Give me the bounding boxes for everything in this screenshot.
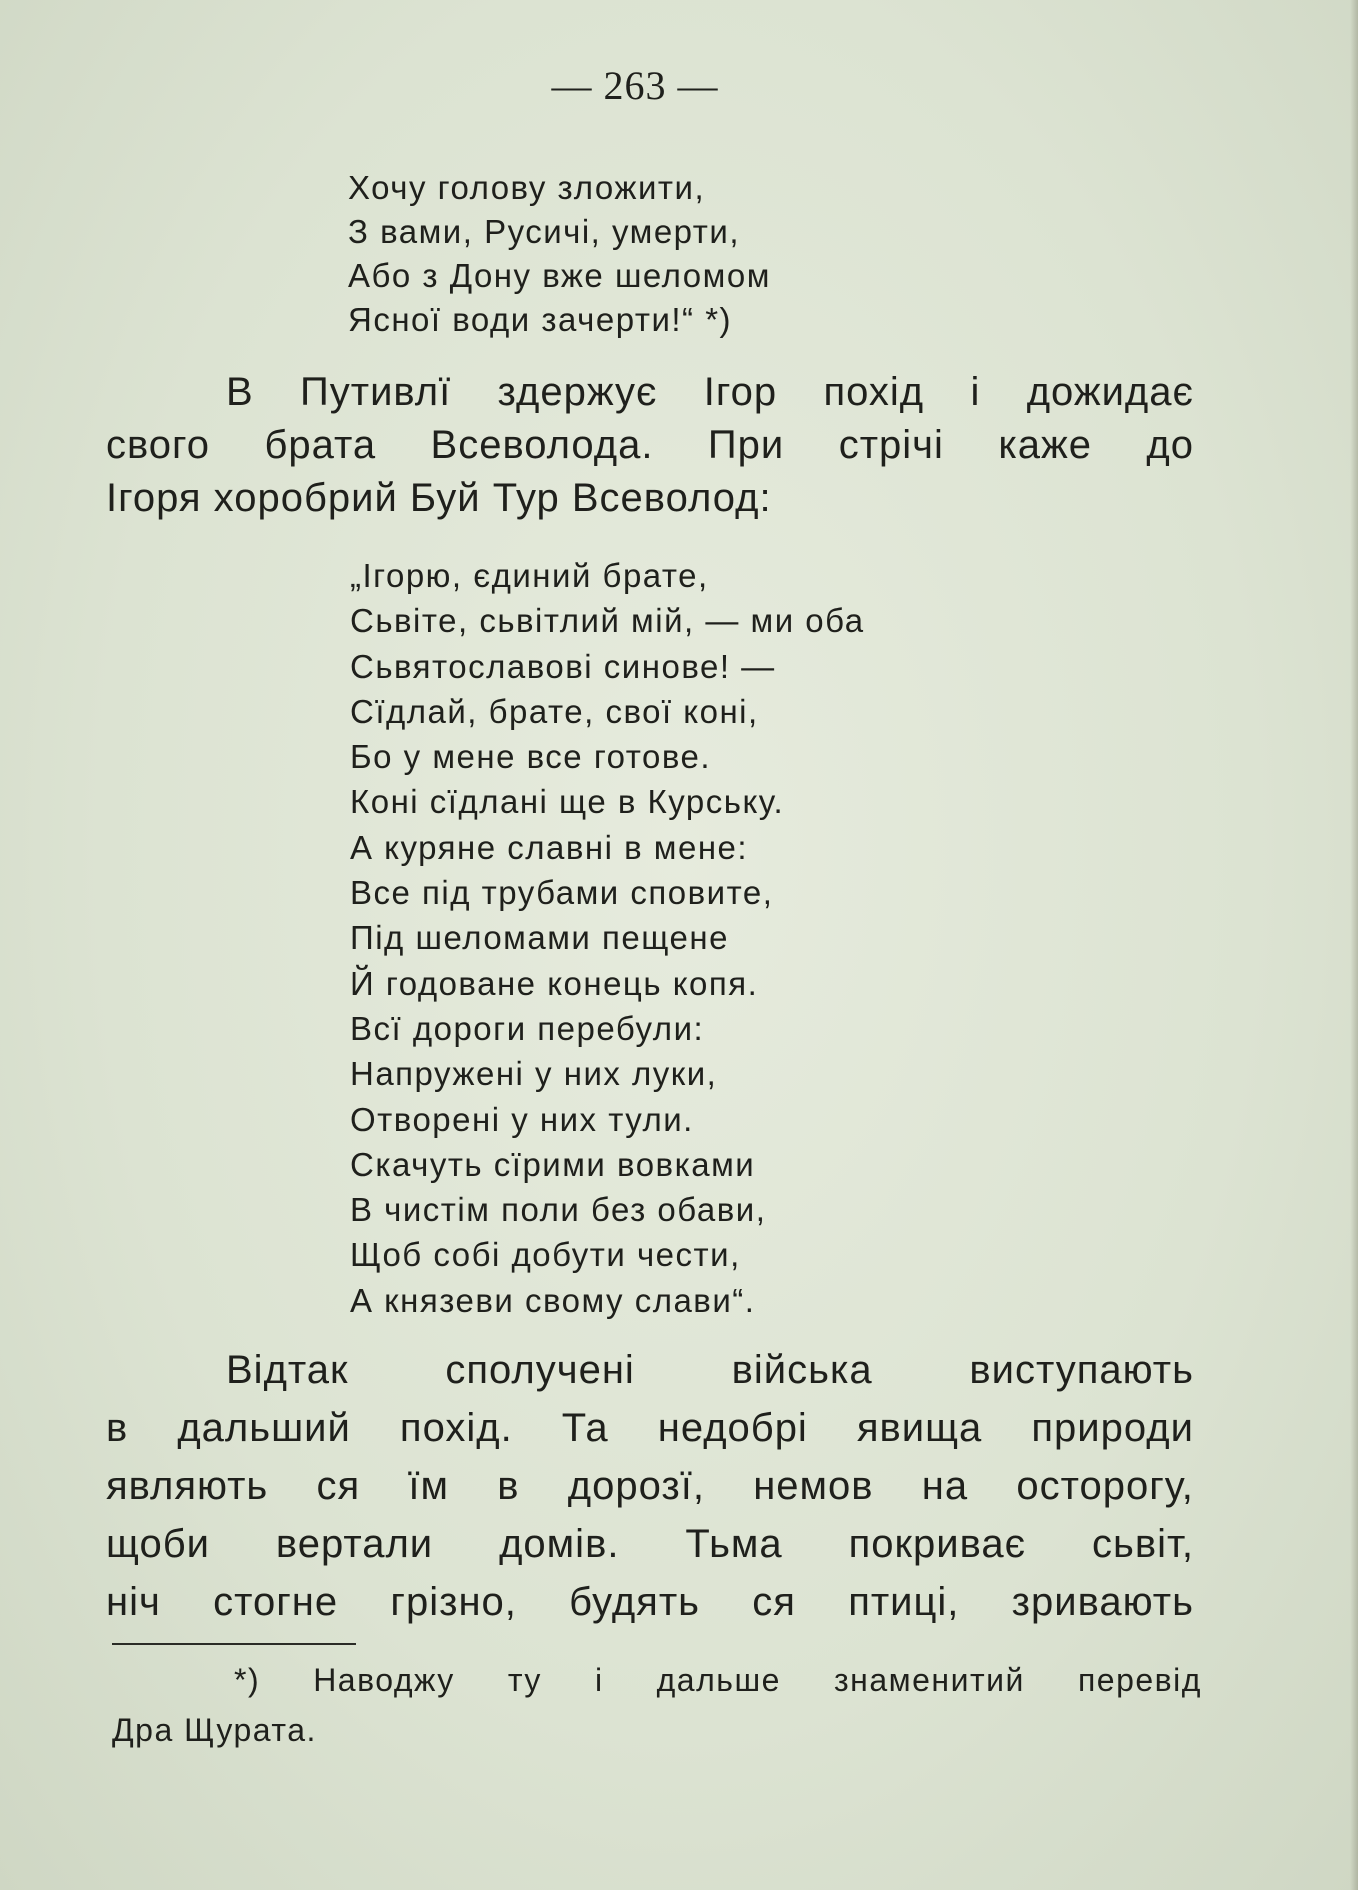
word: перевід — [1077, 1662, 1202, 1698]
verse-line: Сьвятославові синове! — — [350, 647, 776, 685]
verse-line: Під шеломами пещене — [350, 919, 729, 957]
word: Всеволода. — [430, 423, 654, 467]
word: недобрі — [657, 1406, 808, 1450]
paragraph-line — [106, 1399, 1194, 1457]
verse-line: А куряне славні в мене: — [350, 828, 749, 866]
word: сполучені — [445, 1348, 635, 1392]
page-number: — 263 — — [551, 63, 719, 108]
word: сьвіт, — [1092, 1522, 1194, 1566]
paragraph-line — [106, 472, 1194, 525]
word: похід. — [399, 1406, 513, 1450]
word: Буй — [409, 476, 481, 520]
paragraph-line — [106, 1573, 1194, 1631]
paragraph-line — [106, 1457, 1194, 1515]
word: похід — [823, 370, 925, 414]
footnote-line — [112, 1655, 1202, 1705]
word: брата — [264, 423, 377, 467]
verse-block-1 — [348, 166, 771, 342]
verse-line: Все під трубами сповите, — [350, 874, 774, 912]
paragraph-line — [106, 366, 1194, 419]
verse-line: Щоб собі добути чести, — [350, 1236, 741, 1274]
verse-line: Ясної води зачерти!“ *) — [348, 301, 733, 338]
paragraph-line — [106, 1515, 1194, 1573]
word: і — [970, 370, 981, 414]
word: немов — [753, 1464, 874, 1508]
footnote-separator — [112, 1643, 356, 1645]
word: являють — [106, 1464, 269, 1508]
word: і — [594, 1662, 604, 1698]
word: покриває — [848, 1522, 1027, 1566]
word: домів. — [499, 1522, 620, 1566]
word: свого — [106, 423, 211, 467]
verse-block-2 — [350, 553, 865, 1323]
word: в — [106, 1406, 129, 1450]
word: їм — [408, 1464, 450, 1508]
verse-line: Коні сїдлані ще в Курську. — [350, 783, 785, 821]
word: каже — [998, 423, 1092, 467]
verse-line: Бо у мене все готове. — [350, 738, 712, 776]
word: вертали — [275, 1522, 434, 1566]
verse-line: „Ігорю, єдиний брате, — [350, 557, 709, 594]
word: При — [707, 423, 785, 467]
word: природи — [1031, 1406, 1194, 1450]
word: до — [1146, 423, 1194, 467]
word: зривають — [1011, 1580, 1194, 1624]
verse-line: Скачуть сїрими вовками — [350, 1145, 756, 1183]
word: явища — [856, 1406, 983, 1450]
word: щоби — [106, 1522, 210, 1566]
verse-line: Отворені у них тули. — [350, 1100, 694, 1138]
word: хоробрий — [213, 476, 398, 520]
word: ся — [316, 1464, 361, 1508]
word: на — [921, 1464, 969, 1508]
word: виступають — [969, 1348, 1194, 1392]
footnote — [112, 1655, 1202, 1755]
verse-line: Напружені у них луки, — [350, 1055, 718, 1093]
verse-line: А князеви свому слави“. — [350, 1281, 756, 1319]
verse-line: З вами, Русичі, умерти, — [348, 213, 741, 250]
verse-line: Сїдлай, брате, свої коні, — [350, 692, 759, 730]
word: стрічі — [838, 423, 944, 467]
word: знаменитий — [833, 1662, 1025, 1698]
word: Дра — [112, 1712, 174, 1748]
word: ся — [752, 1580, 796, 1624]
paragraph-line — [106, 419, 1194, 472]
word: Путивлї — [300, 370, 452, 414]
word: дальше — [656, 1662, 781, 1698]
word: війська — [731, 1348, 873, 1392]
word: Тур — [492, 476, 560, 520]
word: дорозї, — [567, 1464, 705, 1508]
footnote-line — [112, 1705, 1202, 1755]
verse-line: В чистім поли без обави, — [350, 1191, 767, 1229]
word: стогне — [213, 1580, 339, 1624]
page-edge-shadow — [1350, 0, 1358, 1890]
word: Відтак — [226, 1348, 349, 1392]
word: осторогу, — [1016, 1464, 1194, 1508]
word: Ігоря — [106, 476, 202, 520]
word: Та — [561, 1406, 609, 1450]
paragraph-line — [106, 1341, 1194, 1399]
word: здержує — [497, 370, 658, 414]
word: в — [497, 1464, 520, 1508]
word: В — [226, 370, 254, 414]
word: ніч — [106, 1580, 161, 1624]
word: ту — [507, 1662, 542, 1698]
word: Тьма — [685, 1522, 783, 1566]
verse-line: Або з Дону вже шеломом — [348, 257, 771, 294]
word: будять — [569, 1580, 701, 1624]
verse-line: Хочу голову зложити, — [348, 169, 706, 206]
word: Наводжу — [313, 1662, 455, 1698]
word: *) — [234, 1662, 261, 1698]
word: дальший — [177, 1406, 351, 1450]
word: дожидає — [1026, 370, 1194, 414]
word: птиці, — [848, 1580, 960, 1624]
verse-line: Й годоване конець копя. — [350, 964, 759, 1002]
paragraph-2 — [106, 1341, 1194, 1631]
word: грізно, — [390, 1580, 517, 1624]
verse-line: Сьвіте, сьвітлий мій, — ми оба — [350, 602, 865, 640]
word: Всеволод: — [571, 476, 772, 520]
paragraph-1 — [106, 366, 1194, 525]
word: Ігор — [703, 370, 778, 414]
word: Щурата. — [184, 1712, 317, 1748]
verse-line: Всї дороги перебули: — [350, 1009, 705, 1047]
